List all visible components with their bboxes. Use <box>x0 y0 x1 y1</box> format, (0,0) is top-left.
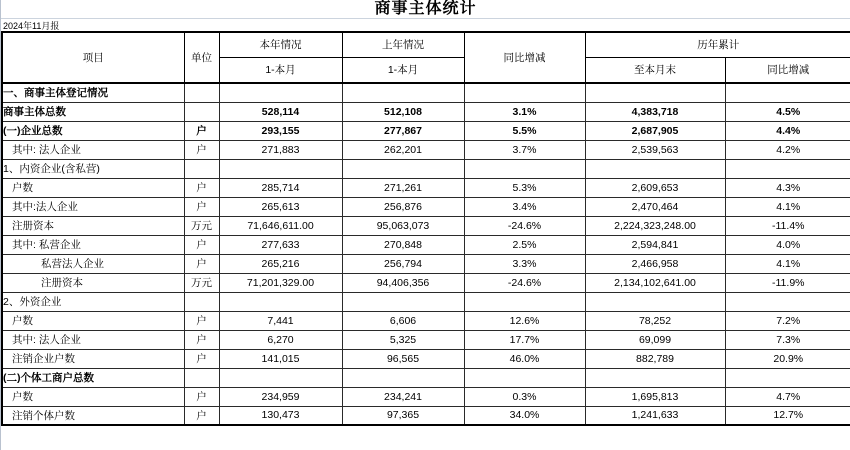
current-year-cell: 528,114 <box>219 102 342 121</box>
unit-cell <box>184 102 219 121</box>
cumulative-yoy-cell: 4.5% <box>725 102 850 121</box>
unit-cell: 户 <box>184 235 219 254</box>
cumulative-cell <box>585 159 725 178</box>
cumulative-yoy-cell: 4.1% <box>725 254 850 273</box>
table-row <box>2 273 850 292</box>
item-cell: 2、外资企业 <box>2 292 184 311</box>
current-year-cell: 130,473 <box>219 406 342 425</box>
previous-year-cell <box>342 368 464 387</box>
yoy-cell <box>464 368 585 387</box>
cumulative-cell <box>585 292 725 311</box>
item-cell: 户数 <box>2 178 184 197</box>
header-row-1 <box>2 32 850 57</box>
item-cell: 户数 <box>2 311 184 330</box>
yoy-cell: 3.4% <box>464 197 585 216</box>
current-year-cell: 277,633 <box>219 235 342 254</box>
cumulative-yoy-cell: -11.9% <box>725 273 850 292</box>
item-cell: 注册资本 <box>2 216 184 235</box>
yoy-cell: 12.6% <box>464 311 585 330</box>
previous-year-cell: 271,261 <box>342 178 464 197</box>
cumulative-cell: 2,134,102,641.00 <box>585 273 725 292</box>
table-row <box>2 368 850 387</box>
unit-cell <box>184 292 219 311</box>
cumulative-yoy-cell: -11.4% <box>725 216 850 235</box>
table-row <box>2 140 850 159</box>
table-row <box>2 235 850 254</box>
unit-cell: 户 <box>184 121 219 140</box>
cumulative-yoy-cell <box>725 292 850 311</box>
previous-year-cell: 94,406,356 <box>342 273 464 292</box>
cumulative-yoy-cell: 4.4% <box>725 121 850 140</box>
previous-year-cell: 5,325 <box>342 330 464 349</box>
cumulative-yoy-cell: 4.1% <box>725 197 850 216</box>
current-year-cell: 71,646,611.00 <box>219 216 342 235</box>
cumulative-yoy-cell <box>725 83 850 102</box>
cumulative-cell: 2,687,905 <box>585 121 725 140</box>
cumulative-yoy-cell: 12.7% <box>725 406 850 425</box>
table-row <box>2 254 850 273</box>
unit-cell <box>184 83 219 102</box>
table-row <box>2 178 850 197</box>
unit-cell: 户 <box>184 311 219 330</box>
cumulative-yoy-cell: 20.9% <box>725 349 850 368</box>
table-header <box>2 32 850 83</box>
yoy-cell: 0.3% <box>464 387 585 406</box>
previous-year-cell: 256,876 <box>342 197 464 216</box>
previous-year-cell: 95,063,073 <box>342 216 464 235</box>
unit-cell: 户 <box>184 330 219 349</box>
current-year-cell: 265,216 <box>219 254 342 273</box>
header-cumulative-yoy: 同比增减 <box>725 57 850 83</box>
header-cumulative: 历年累计 <box>585 32 850 57</box>
previous-year-cell: 96,565 <box>342 349 464 368</box>
item-cell: 其中: 法人企业 <box>2 330 184 349</box>
cumulative-yoy-cell: 4.3% <box>725 178 850 197</box>
subtitle-bar <box>1 19 850 31</box>
cumulative-cell: 69,099 <box>585 330 725 349</box>
cumulative-cell: 2,609,653 <box>585 178 725 197</box>
previous-year-cell: 234,241 <box>342 387 464 406</box>
report-table <box>1 31 850 426</box>
item-cell: 注销个体户数 <box>2 406 184 425</box>
unit-cell: 万元 <box>184 273 219 292</box>
current-year-cell: 265,613 <box>219 197 342 216</box>
yoy-cell: 5.3% <box>464 178 585 197</box>
yoy-cell <box>464 159 585 178</box>
cumulative-cell: 78,252 <box>585 311 725 330</box>
yoy-cell: 46.0% <box>464 349 585 368</box>
cumulative-cell <box>585 83 725 102</box>
cumulative-cell: 882,789 <box>585 349 725 368</box>
item-cell: 其中: 法人企业 <box>2 140 184 159</box>
previous-year-cell: 97,365 <box>342 406 464 425</box>
cumulative-cell: 4,383,718 <box>585 102 725 121</box>
unit-cell: 户 <box>184 349 219 368</box>
unit-cell: 户 <box>184 178 219 197</box>
cumulative-cell: 2,466,958 <box>585 254 725 273</box>
unit-cell: 户 <box>184 406 219 425</box>
yoy-cell: 2.5% <box>464 235 585 254</box>
cumulative-cell <box>585 368 725 387</box>
item-cell: 一、商事主体登记情况 <box>2 83 184 102</box>
current-year-cell: 293,155 <box>219 121 342 140</box>
header-this-year: 本年情况 <box>219 32 342 57</box>
yoy-cell: 3.3% <box>464 254 585 273</box>
previous-year-cell <box>342 159 464 178</box>
cumulative-yoy-cell <box>725 368 850 387</box>
cumulative-cell: 2,224,323,248.00 <box>585 216 725 235</box>
current-year-cell: 6,270 <box>219 330 342 349</box>
yoy-cell: 17.7% <box>464 330 585 349</box>
yoy-cell: -24.6% <box>464 273 585 292</box>
header-this-year-sub: 1-本月 <box>219 57 342 83</box>
table-row <box>2 387 850 406</box>
current-year-cell <box>219 159 342 178</box>
header-item: 项目 <box>2 32 184 83</box>
item-cell: 私营法人企业 <box>2 254 184 273</box>
yoy-cell: 34.0% <box>464 406 585 425</box>
previous-year-cell <box>342 292 464 311</box>
cumulative-yoy-cell <box>725 159 850 178</box>
unit-cell <box>184 368 219 387</box>
header-yoy: 同比增减 <box>464 32 585 83</box>
item-cell: 户数 <box>2 387 184 406</box>
table-row <box>2 311 850 330</box>
table-row <box>2 349 850 368</box>
item-cell: 注册资本 <box>2 273 184 292</box>
yoy-cell: -24.6% <box>464 216 585 235</box>
cumulative-cell: 2,470,464 <box>585 197 725 216</box>
page-title: 商事主体统计 <box>374 0 477 17</box>
item-cell: (一)企业总数 <box>2 121 184 140</box>
current-year-cell: 234,959 <box>219 387 342 406</box>
yoy-cell: 3.1% <box>464 102 585 121</box>
table-row <box>2 406 850 425</box>
yoy-cell <box>464 292 585 311</box>
yoy-cell: 5.5% <box>464 121 585 140</box>
table-row <box>2 83 850 102</box>
item-cell: 商事主体总数 <box>2 102 184 121</box>
item-cell: 其中:法人企业 <box>2 197 184 216</box>
cumulative-yoy-cell: 4.0% <box>725 235 850 254</box>
table-body <box>2 83 850 425</box>
cumulative-cell: 1,241,633 <box>585 406 725 425</box>
current-year-cell: 285,714 <box>219 178 342 197</box>
unit-cell: 户 <box>184 254 219 273</box>
table-row <box>2 292 850 311</box>
report-period: 2024年11月报 <box>3 21 60 31</box>
previous-year-cell <box>342 83 464 102</box>
current-year-cell: 71,201,329.00 <box>219 273 342 292</box>
yoy-cell <box>464 83 585 102</box>
item-cell: 1、内资企业(含私营) <box>2 159 184 178</box>
current-year-cell: 271,883 <box>219 140 342 159</box>
unit-cell: 户 <box>184 387 219 406</box>
previous-year-cell: 6,606 <box>342 311 464 330</box>
item-cell: (二)个体工商户总数 <box>2 368 184 387</box>
previous-year-cell: 256,794 <box>342 254 464 273</box>
table-row <box>2 216 850 235</box>
current-year-cell <box>219 292 342 311</box>
cumulative-yoy-cell: 7.3% <box>725 330 850 349</box>
unit-cell: 户 <box>184 140 219 159</box>
previous-year-cell: 277,867 <box>342 121 464 140</box>
current-year-cell <box>219 368 342 387</box>
unit-cell: 万元 <box>184 216 219 235</box>
cumulative-yoy-cell: 7.2% <box>725 311 850 330</box>
previous-year-cell: 270,848 <box>342 235 464 254</box>
cumulative-cell: 1,695,813 <box>585 387 725 406</box>
unit-cell: 户 <box>184 197 219 216</box>
previous-year-cell: 262,201 <box>342 140 464 159</box>
table-row <box>2 197 850 216</box>
current-year-cell: 7,441 <box>219 311 342 330</box>
cumulative-cell: 2,594,841 <box>585 235 725 254</box>
yoy-cell: 3.7% <box>464 140 585 159</box>
previous-year-cell: 512,108 <box>342 102 464 121</box>
cumulative-yoy-cell: 4.7% <box>725 387 850 406</box>
header-last-year: 上年情况 <box>342 32 464 57</box>
cumulative-cell: 2,539,563 <box>585 140 725 159</box>
current-year-cell <box>219 83 342 102</box>
item-cell: 注销企业户数 <box>2 349 184 368</box>
title-bar <box>1 0 850 19</box>
table-row <box>2 102 850 121</box>
table-row <box>2 330 850 349</box>
table-row <box>2 159 850 178</box>
header-last-year-sub: 1-本月 <box>342 57 464 83</box>
header-cumulative-end: 至本月末 <box>585 57 725 83</box>
item-cell: 其中: 私营企业 <box>2 235 184 254</box>
current-year-cell: 141,015 <box>219 349 342 368</box>
header-unit: 单位 <box>184 32 219 83</box>
table-row <box>2 121 850 140</box>
unit-cell <box>184 159 219 178</box>
cumulative-yoy-cell: 4.2% <box>725 140 850 159</box>
